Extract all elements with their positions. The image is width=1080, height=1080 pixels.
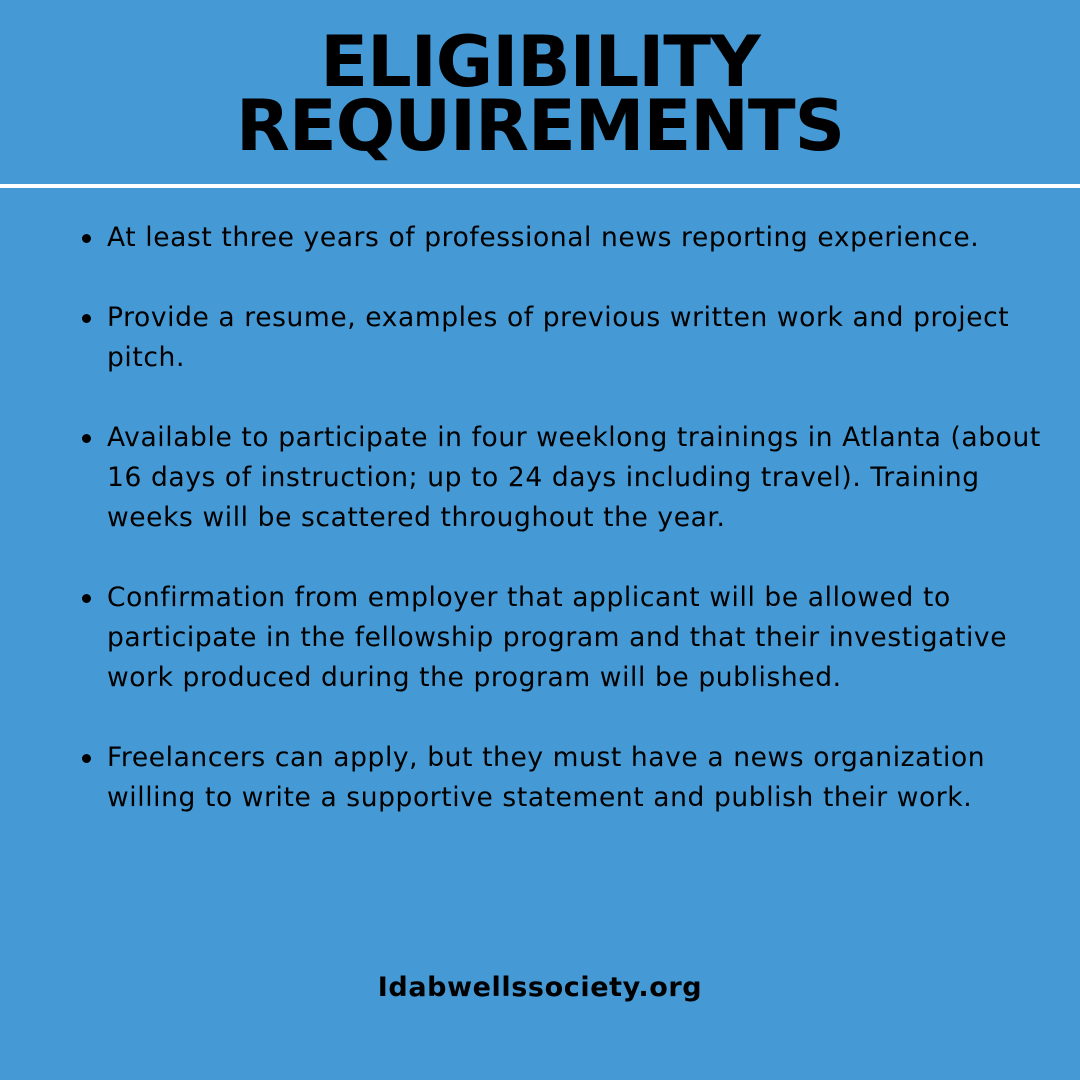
requirement-text: Provide a resume, examples of previous written work and project pitch. — [107, 302, 1010, 373]
list-item — [76, 218, 1056, 258]
title-line-1: ELIGIBILITY — [320, 21, 760, 103]
requirement-text: At least three years of professional news reporting experience. — [107, 222, 980, 253]
bullet-icon — [82, 234, 91, 243]
page-title — [0, 21, 1080, 167]
requirement-text: Freelancers can apply, but they must have a news organization willing to write a supportive statement and publish their work. — [107, 742, 986, 813]
website-link[interactable]: Idabwellssociety.org — [377, 972, 703, 1003]
bullet-icon — [82, 434, 91, 443]
list-item — [76, 738, 1056, 818]
list-item — [76, 578, 1056, 698]
title-divider — [0, 184, 1080, 188]
list-item — [76, 418, 1056, 538]
requirement-text: Confirmation from employer that applicant will be allowed to participate in the fellowship program and that their investigative work produced during the program will be published. — [107, 582, 1008, 693]
title-line-2: REQUIREMENTS — [235, 85, 845, 167]
requirement-text: Available to participate in four weeklong trainings in Atlanta (about 16 days of instruction; up to 24 days including travel). Training weeks will be scattered throughout the year. — [107, 422, 1041, 533]
list-item — [76, 298, 1056, 378]
bullet-icon — [82, 594, 91, 603]
bullet-icon — [82, 754, 91, 763]
requirements-list — [76, 218, 1056, 858]
bullet-icon — [82, 314, 91, 323]
